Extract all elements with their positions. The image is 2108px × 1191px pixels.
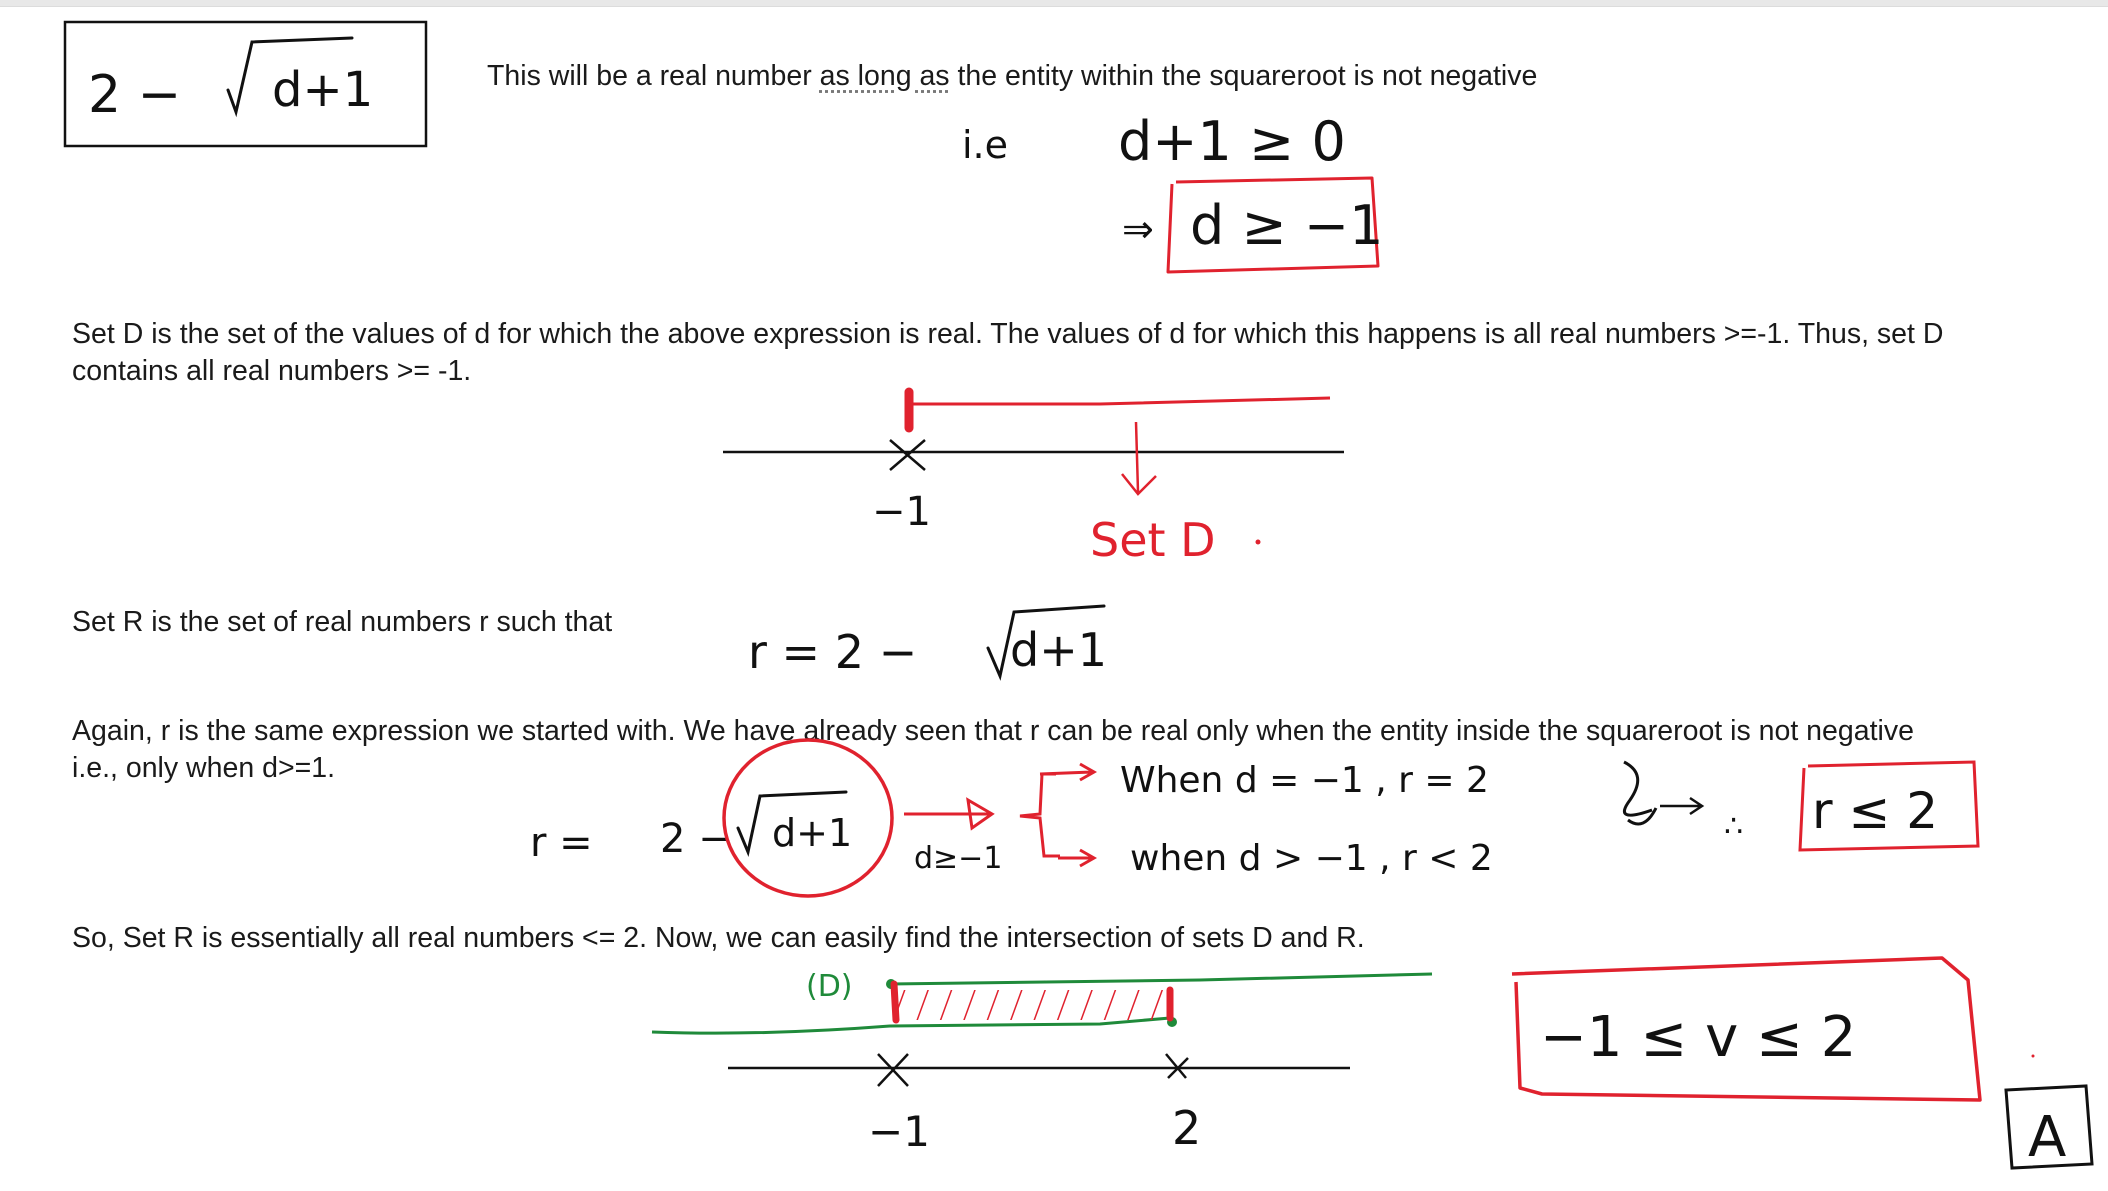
set-d-label: Set D bbox=[1090, 513, 1216, 567]
implication-arrow bbox=[904, 800, 992, 828]
numberline-1-mark bbox=[890, 440, 925, 470]
cases-bracket bbox=[1020, 774, 1060, 856]
r-eq2-left: r = bbox=[530, 820, 593, 866]
expression-radicand: d+1 bbox=[272, 62, 374, 118]
inequality-d-plus-1: d+1 ≥ 0 bbox=[1118, 110, 1346, 173]
green-set-r-ray bbox=[652, 1018, 1170, 1033]
intersection-left-endpoint bbox=[894, 984, 896, 1020]
green-d-label: (D) bbox=[806, 969, 853, 1004]
green-set-d-ray bbox=[890, 974, 1432, 984]
r-eq2-minus: 2 − bbox=[660, 816, 732, 862]
numberline-2-mark-a bbox=[878, 1054, 908, 1086]
intersection-hatch bbox=[892, 990, 1170, 1020]
implies-icon: ⇒ bbox=[1122, 207, 1154, 251]
intro-text-underlined: as long as bbox=[819, 60, 950, 92]
cases-result-arrow bbox=[1660, 798, 1702, 814]
r-eq2-radicand: d+1 bbox=[772, 811, 853, 855]
r-equation-radicand: d+1 bbox=[1010, 623, 1108, 677]
result-d-text: d ≥ −1 bbox=[1190, 194, 1384, 257]
condition-below-arrow: d≥−1 bbox=[914, 841, 1003, 876]
numberline-1-tick-label: −1 bbox=[872, 489, 931, 535]
again-line-2: i.e., only when d>=1. bbox=[72, 752, 336, 784]
set-r-intro: Set R is the set of real numbers r such that bbox=[72, 606, 613, 638]
set-d-dot bbox=[1256, 540, 1261, 545]
cases-close-brace bbox=[1624, 762, 1656, 824]
numberline-2-tick-b: 2 bbox=[1172, 1101, 1202, 1155]
case-2-text: when d > −1 , r < 2 bbox=[1130, 838, 1493, 879]
set-d-pointer-arrow bbox=[1122, 422, 1156, 494]
set-d-line-1: Set D is the set of the values of d for which the above expression is real. The values of d for which this happens is all real numbers >=-1. Thus, set D bbox=[72, 318, 1944, 350]
set-d-line-2: contains all real numbers >= -1. bbox=[72, 355, 472, 387]
so-line: So, Set R is essentially all real numbers <= 2. Now, we can easily find the intersection of sets D and R. bbox=[72, 922, 1365, 954]
stray-dot bbox=[2032, 1055, 2035, 1058]
final-answer-text: −1 ≤ v ≤ 2 bbox=[1540, 1005, 1857, 1070]
case-1-text: When d = −1 , r = 2 bbox=[1120, 760, 1489, 801]
answer-choice-letter: A bbox=[2028, 1105, 2067, 1170]
set-d-ray bbox=[910, 398, 1330, 404]
case-1-arrow bbox=[1040, 764, 1094, 780]
expression-left: 2 − bbox=[88, 65, 182, 125]
again-line-1: Again, r is the same expression we started with. We have already seen that r can be real only when the entity inside the squareroot is not negative bbox=[72, 715, 1914, 747]
intro-text-before: This will be a real number bbox=[487, 60, 812, 92]
case-2-arrow bbox=[1058, 850, 1094, 866]
numberline-2-tick-a: −1 bbox=[868, 1107, 930, 1156]
ie-label: i.e bbox=[962, 123, 1009, 167]
therefore-icon: ∴ bbox=[1724, 809, 1744, 844]
numberline-2-mark-b bbox=[1166, 1054, 1188, 1078]
result-r-text: r ≤ 2 bbox=[1812, 782, 1939, 840]
r-equation-left: r = 2 − bbox=[748, 625, 918, 679]
intro-text-after: the entity within the squareroot is not negative bbox=[957, 60, 1538, 92]
